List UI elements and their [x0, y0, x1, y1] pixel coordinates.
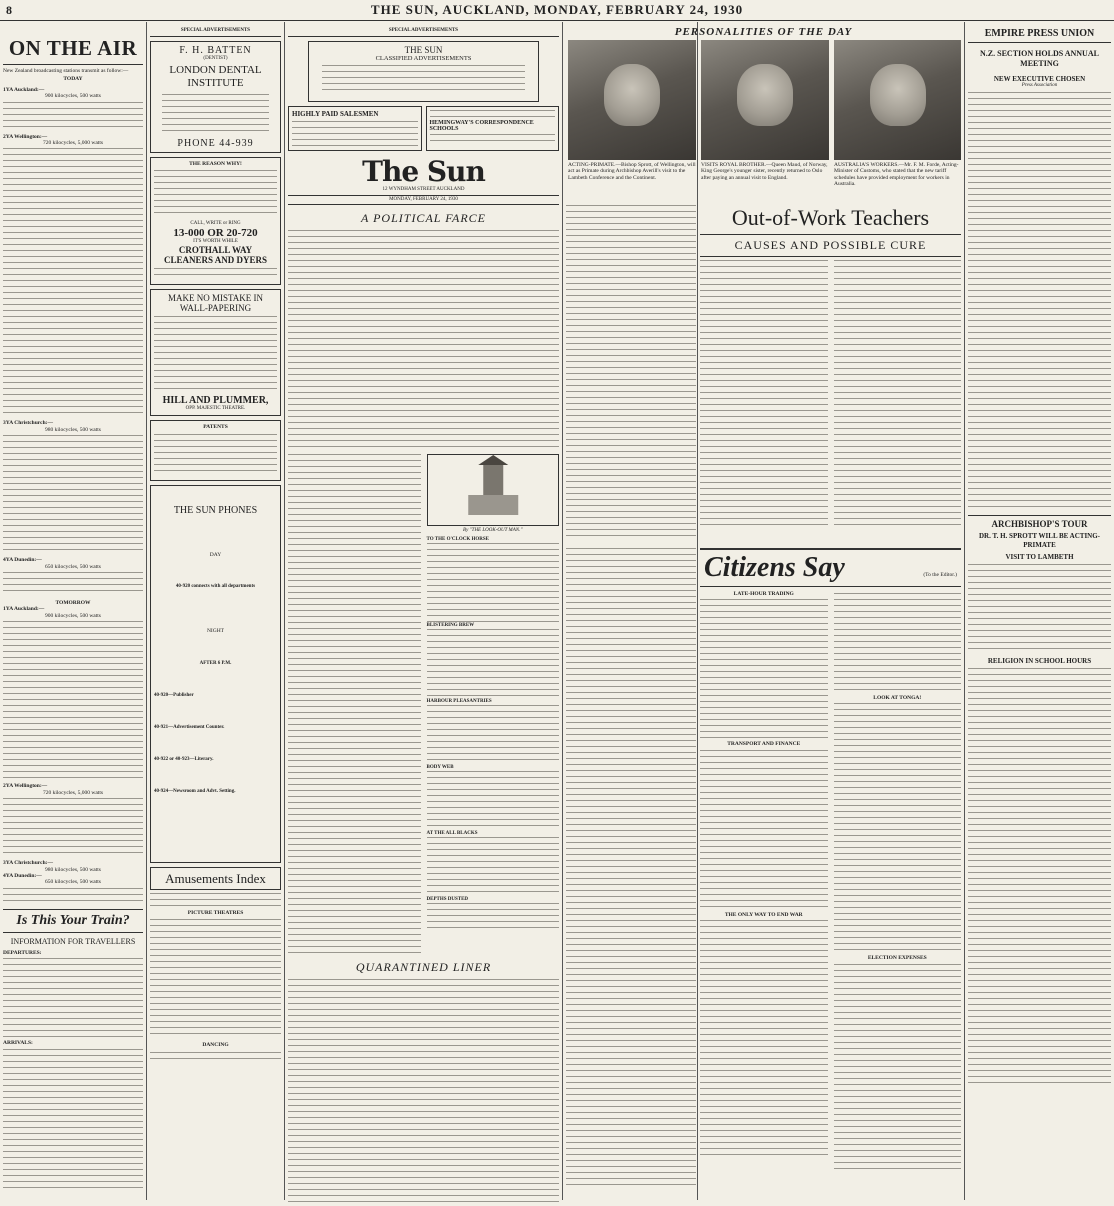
tomorrow-label: TOMORROW — [55, 600, 91, 607]
religion-heading: RELIGION IN SCHOOL HOURS — [987, 657, 1092, 665]
station-4ya: 4YA Dunedin:— — [3, 872, 42, 879]
nz-section-heading: N.Z. SECTION HOLDS ANNUAL MEETING — [980, 49, 1099, 68]
station-power: 650 kilocycles, 500 watts — [45, 879, 101, 886]
train-subheading: INFORMATION FOR TRAVELLERS — [10, 936, 136, 946]
special-ads-label: SPECIAL ADVERTISEMENTS — [288, 28, 559, 37]
sub-section-heading: BLISTERING BREW — [426, 623, 475, 628]
on-the-air-heading: ON THE AIR — [8, 36, 138, 60]
letter-heading: LATE-HOUR TRADING — [733, 591, 794, 597]
radio-intro: New Zealand broadcasting stations transmit as follow:— — [3, 68, 129, 74]
station-2ya: 2YA Wellington:— — [3, 783, 48, 790]
station-power: 980 kilocycles, 500 watts — [45, 426, 101, 433]
citizens-say — [700, 548, 961, 1198]
tower-illustration-icon — [428, 455, 559, 525]
look-out-byline: By "THE LOOK-OUT MAN." — [463, 528, 523, 533]
arrivals-label: ARRIVALS: — [3, 1040, 33, 1047]
caption-forde: AUSTRALIA'S WORKERS.—Mr. F. M. Forde, Acting-Minister of Customs, who stated that the new tariff schedules have provided employment for workers in Australia. — [834, 162, 959, 188]
station-power: 650 kilocycles, 500 watts — [45, 563, 101, 570]
salesmen-heading: HIGHLY PAID SALESMEN — [292, 110, 379, 118]
departures-label: DEPARTURES: — [3, 949, 42, 956]
masthead — [0, 0, 1114, 21]
station-power: 980 kilocycles, 500 watts — [45, 866, 101, 873]
reason-heading: THE REASON WHY! — [189, 161, 242, 167]
hill-plummer: HILL AND PLUMMER, — [162, 395, 269, 407]
citizens-left-col — [566, 548, 696, 1198]
station-power: 720 kilocycles, 5,000 watts — [42, 140, 104, 147]
station-3ya: 3YA Christchurch:— — [3, 860, 53, 867]
letter-heading: TRANSPORT AND FINANCE — [727, 741, 801, 748]
station-power: 900 kilocycles, 500 watts — [45, 612, 101, 619]
archbishop-heading: ARCHBISHOP'S TOUR — [991, 519, 1088, 529]
sun-logo-text: The Sun — [362, 155, 485, 188]
station-3ya: 3YA Christchurch:— — [3, 420, 53, 427]
citizens-sub: (To the Editor.) — [923, 572, 957, 578]
institute-name: LONDON DENTAL INSTITUTE — [169, 64, 262, 89]
column-editorial — [288, 22, 559, 1202]
night-line: 40-920—Publisher — [154, 692, 194, 698]
crothall-advert — [150, 157, 281, 285]
photo-sprott — [568, 40, 696, 160]
classified-sub: CLASSIFIED ADVERTISEMENTS — [375, 55, 472, 62]
batten-sub: (DENTIST) — [203, 56, 228, 61]
letter-heading: LOOK AT TONGA! — [873, 695, 922, 701]
logo-address: 12 WYNDHAM STREET AUCKLAND — [382, 187, 465, 192]
patents-advert — [150, 420, 281, 480]
classified-box — [308, 41, 539, 102]
batten-advert — [150, 41, 281, 153]
amusements-heading: Amusements Index — [165, 870, 266, 886]
photo-forde — [834, 40, 961, 160]
call-label: CALL, WRITE or RING — [190, 221, 241, 227]
sun-phones-box — [150, 485, 281, 863]
sub-section-heading: DEPTHS DUSTED — [426, 897, 469, 902]
special-ads-label: SPECIAL ADVERTISEMENTS — [150, 28, 281, 37]
night-line: 40-924—Newsroom and Advt. Setting. — [154, 788, 236, 794]
picture-theatres-label: PICTURE THEATRES — [187, 909, 244, 916]
column-radio — [3, 22, 143, 1202]
day-label: DAY — [209, 551, 222, 558]
hemingway-name: HEMINGWAY'S CORRESPONDENCE SCHOOLS — [429, 120, 534, 132]
today-label: TODAY — [63, 76, 83, 83]
page-number: 8 — [6, 3, 12, 17]
amusements-box — [150, 867, 281, 890]
teachers-heading: Out-of-Work Teachers — [731, 205, 930, 230]
sprott-heading: DR. T. H. SPROTT WILL BE ACTING-PRIMATE — [978, 532, 1101, 549]
station-1ya: 1YA Auckland:— — [3, 86, 45, 93]
lambeth-heading: VISIT TO LAMBETH — [1005, 553, 1074, 561]
caption-sprott: ACTING-PRIMATE.—Bishop Sprott, of Wellington, will act as Primate during Archbishop Averill's visit to the Lambeth Conference and the Continent. — [568, 162, 696, 181]
dancing-label: DANCING — [202, 1042, 229, 1049]
editorial-date: MONDAY, FEBRUARY 24, 1930 — [288, 195, 559, 205]
masthead-title: THE SUN, AUCKLAND, MONDAY, FEBRUARY 24, 1930 — [370, 2, 744, 17]
hill-sub: OPP. MAJESTIC THEATRE. — [185, 406, 246, 412]
station-4ya: 4YA Dunedin:— — [3, 557, 42, 564]
classified-title: THE SUN — [404, 45, 443, 55]
worth-label: IT'S WORTH WHILE — [193, 239, 238, 245]
station-2ya: 2YA Wellington:— — [3, 133, 48, 140]
teachers-article — [700, 205, 961, 545]
station-power: 900 kilocycles, 500 watts — [45, 93, 101, 100]
column-right — [968, 22, 1111, 1202]
night-line: 40-921—Advertisement Counter. — [154, 724, 225, 730]
phone-number: PHONE 44-939 — [177, 138, 254, 149]
empire-heading: EMPIRE PRESS UNION — [968, 28, 1111, 43]
letter-heading: ELECTION EXPENSES — [867, 955, 927, 962]
sub-section-heading: TO THE O'CLOCK HORSE — [426, 537, 489, 542]
after-label: AFTER 6 P.M. — [199, 660, 232, 666]
crothall-numbers: 13-000 OR 20-720 — [173, 227, 258, 240]
personalities-section — [566, 22, 961, 202]
train-heading: Is This Your Train? — [16, 912, 130, 928]
watch-tower-box — [427, 454, 560, 526]
station-1ya: 1YA Auckland:— — [3, 606, 45, 613]
citizens-heading: Citizens Say — [704, 552, 845, 583]
wallpaper-advert — [150, 289, 281, 416]
teachers-left-col — [566, 205, 696, 545]
crothall-name: CROTHALL WAY CLEANERS AND DYERS — [163, 245, 268, 266]
sun-logo — [288, 157, 559, 193]
wallpaper-heading: MAKE NO MISTAKE IN WALL-PAPERING — [167, 293, 264, 314]
day-line: 40-920 connects with all departments — [175, 584, 256, 590]
quarantined-heading: QUARANTINED LINER — [355, 960, 492, 974]
hemingway-advert — [426, 106, 560, 151]
photo-queen-maud — [701, 40, 829, 160]
sub-section-heading: HARBOUR PLEASANTRIES — [426, 699, 492, 704]
batten-name: F. H. BATTEN — [179, 45, 252, 56]
sun-phones-heading: THE SUN PHONES — [173, 504, 258, 516]
sub-section-heading: BODY WEB — [426, 765, 454, 770]
sub-section-heading: AT THE ALL BLACKS — [426, 831, 478, 836]
caption-queen-maud: VISITS ROYAL BROTHER.—Queen Maud, of Norway, King George's younger sister, recently returned to Oslo after paying an annual visit to England. — [701, 162, 828, 181]
letter-heading: THE ONLY WAY TO END WAR — [724, 911, 803, 918]
column-adverts — [150, 22, 281, 1202]
press-association: Press Association — [1021, 83, 1058, 88]
night-line: 40-922 or 40-923—Literary. — [154, 756, 214, 762]
executive-heading: NEW EXECUTIVE CHOSEN — [993, 75, 1086, 83]
station-power: 720 kilocycles, 5,000 watts — [42, 789, 104, 796]
patents-heading: PATENTS — [203, 424, 228, 431]
farce-heading: A POLITICAL FARCE — [360, 211, 487, 225]
teachers-subheading: CAUSES AND POSSIBLE CURE — [734, 238, 927, 252]
night-label: NIGHT — [206, 628, 225, 635]
personalities-heading: PERSONALITIES OF THE DAY — [674, 26, 853, 38]
salesmen-advert — [288, 106, 422, 151]
